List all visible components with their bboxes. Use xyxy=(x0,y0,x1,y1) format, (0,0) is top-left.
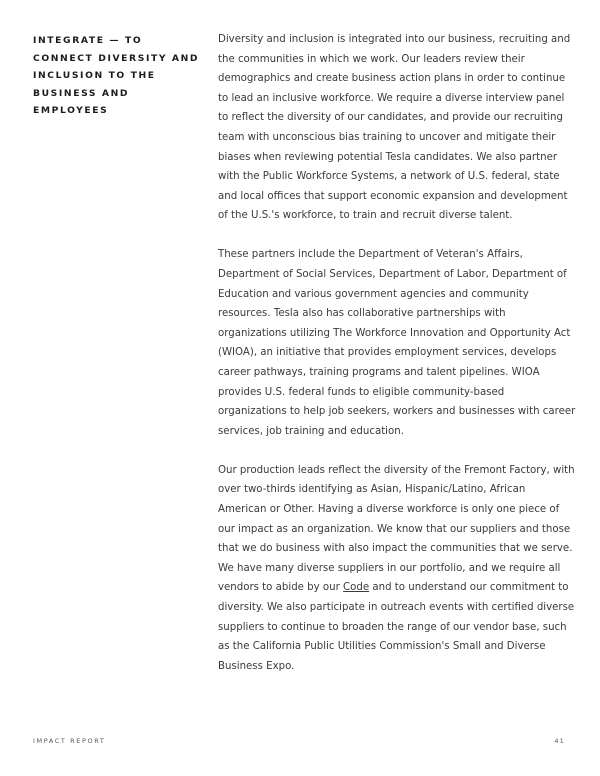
section-heading: INTEGRATE — TO CONNECT DIVERSITY AND INCLUSION TO THE BUSINESS AND EMPLOYEES xyxy=(33,35,200,116)
paragraph-3 xyxy=(218,461,576,677)
footer-page-number: 41 xyxy=(554,737,565,745)
paragraph-3-text-before-link: Our production leads reflect the diversity of the Fremont Factory, with over two-thirds identifying as Asian, Hispanic/Latino, African American or Other. Having a diverse workforce is only one piece of our impact as an organization. We know that our suppliers and those that we do business with also impact the communities that we serve. We have many diverse suppliers in our portfolio, and we require all vendors to abide by our xyxy=(218,464,575,594)
paragraph-1: Diversity and inclusion is integrated into our business, recruiting and the communities in which we work. Our leaders review their demographics and create business action plans in order to continue to lead an inclusive workforce. We require a diverse interview panel to reflect the diversity of our candidates, and provide our recruiting team with unconscious bias training to uncover and mitigate their biases when reviewing potential Tesla candidates. We also partner with the Public Workforce Systems, a network of U.S. federal, state and local offices that support economic expansion and development of the U.S.'s workforce, to train and recruit diverse talent. xyxy=(218,34,571,222)
footer-report-name: IMPACT REPORT xyxy=(33,737,106,745)
paragraph-2: These partners include the Department of Veteran's Affairs, Department of Social Services, Department of Labor, Department of Education and various government agencies and community resources. Tesla also has collaborative partnerships with organizations utilizing The Workforce Innovation and Opportunity Act (WIOA), an initiative that provides employment services, develops career pathways, training programs and talent pipelines. WIOA provides U.S. federal funds to eligible community-based organizations to help job seekers, workers and businesses with career services, job training and education. xyxy=(218,249,576,437)
body-text-column xyxy=(218,30,576,696)
code-link[interactable]: Code xyxy=(343,582,370,594)
paragraph-3-text-after-link: and to understand our commitment to diversity. We also participate in outreach events with certified diverse suppliers to continue to broaden the range of our vendor base, such as the California Public Utilities Commission's Small and Diverse Business Expo. xyxy=(218,582,575,672)
